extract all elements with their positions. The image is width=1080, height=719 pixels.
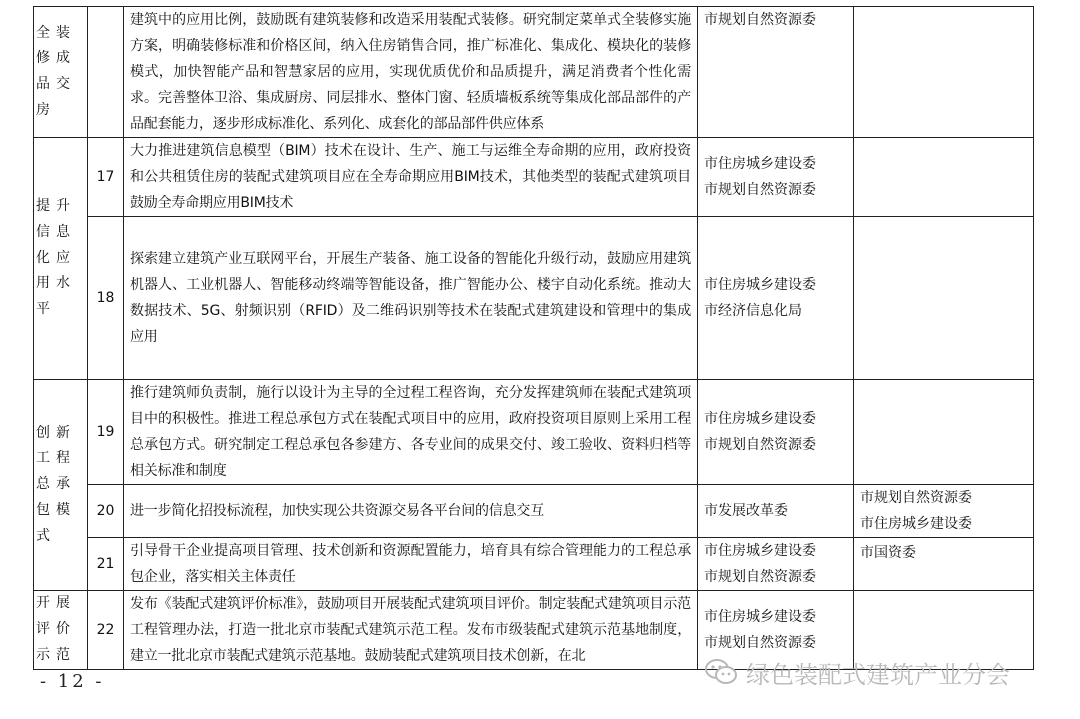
- lead-org-cell: 市住房城乡建设委 市规划自然资源委: [698, 591, 854, 670]
- content-cell: 探索建立建筑产业互联网平台，开展生产装备、施工设备的智能化升级行动，鼓励应用建筑机器人、工业机器人、智能移动终端等智能设备，推广智能办公、楼宇自动化系统。推动大数据技术、5G、射频识别（RFID）及二维码识别等技术在装配式建筑建设和管理中的集成应用: [124, 217, 698, 380]
- content-cell: 大力推进建筑信息模型（BIM）技术在设计、生产、施工与运维全寿命期的应用，政府投资和公共租赁住房的装配式建筑项目应在全寿命期应用BIM技术，其他类型的装配式建筑项目鼓励全寿命期应用BIM技术: [124, 138, 698, 217]
- lead-org-cell: 市住房城乡建设委 市规划自然资源委: [698, 138, 854, 217]
- category-cell: 创新工程总承包模式: [34, 380, 88, 591]
- number-cell: 17: [88, 138, 124, 217]
- support-org-cell: 市国资委: [854, 538, 1034, 591]
- wechat-icon: [704, 657, 738, 687]
- content-cell: 发布《装配式建筑评价标准》，鼓励项目开展装配式建筑项目评价。制定装配式建筑项目示范工程管理办法，打造一批北京市装配式建筑示范工程。发布市级装配式建筑示范基地制度，建立一批北京市装配式建筑示范基地。鼓励装配式建筑项目技术创新，在北: [124, 591, 698, 670]
- lead-org-cell: 市住房城乡建设委 市规划自然资源委: [698, 380, 854, 485]
- number-cell: 19: [88, 380, 124, 485]
- support-org-cell: 市规划自然资源委 市住房城乡建设委: [854, 485, 1034, 538]
- support-org-cell: [854, 138, 1034, 217]
- category-cell: 提升信息化应用水平: [34, 138, 88, 380]
- category-cell: 开展评价示范: [34, 591, 88, 670]
- support-org-cell: [854, 217, 1034, 380]
- number-cell: 21: [88, 538, 124, 591]
- number-cell: 22: [88, 591, 124, 670]
- number-cell: [88, 7, 124, 138]
- table-row: [34, 538, 1034, 591]
- table-row: [34, 7, 1034, 138]
- support-org-cell: [854, 380, 1034, 485]
- content-cell: 进一步简化招投标流程，加快实现公共资源交易各平台间的信息交互: [124, 485, 698, 538]
- number-cell: 20: [88, 485, 124, 538]
- watermark-text: 绿色装配式建筑产业分会: [746, 660, 1010, 689]
- category-cell: 全装修成品交房: [34, 7, 88, 138]
- lead-org-cell: 市规划自然资源委: [698, 7, 854, 138]
- lead-org-cell: 市住房城乡建设委 市规划自然资源委: [698, 538, 854, 591]
- policy-table: [33, 6, 1034, 670]
- content-cell: 推行建筑师负责制，施行以设计为主导的全过程工程咨询，充分发挥建筑师在装配式建筑项目中的积极性。推进工程总承包方式在装配式项目中的应用，政府投资项目原则上采用工程总承包方式。研究制定工程总承包各参建方、各专业间的成果交付、竣工验收、资料归档等相关标准和制度: [124, 380, 698, 485]
- table-row: [34, 380, 1034, 485]
- content-cell: 建筑中的应用比例，鼓励既有建筑装修和改造采用装配式装修。研究制定菜单式全装修实施方案，明确装修标准和价格区间，纳入住房销售合同，推广标准化、集成化、模块化的装修模式，加快智能产品和智慧家居的应用，实现优质优价和品质提升，满足消费者个性化需求。完善整体卫浴、集成厨房、同层排水、整体门窗、轻质墙板系统等集成化部品部件的产品配套能力，逐步形成标准化、系列化、成套化的部品部件供应体系: [124, 7, 698, 138]
- table-row: [34, 485, 1034, 538]
- number-cell: 18: [88, 217, 124, 380]
- page-number: - 12 -: [40, 671, 105, 692]
- content-cell: 引导骨干企业提高项目管理、技术创新和资源配置能力，培育具有综合管理能力的工程总承包企业，落实相关主体责任: [124, 538, 698, 591]
- support-org-cell: [854, 7, 1034, 138]
- table-row: [34, 217, 1034, 380]
- lead-org-cell: 市发展改革委: [698, 485, 854, 538]
- watermark: [704, 655, 1010, 689]
- table-row: [34, 138, 1034, 217]
- lead-org-cell: 市住房城乡建设委 市经济信息化局: [698, 217, 854, 380]
